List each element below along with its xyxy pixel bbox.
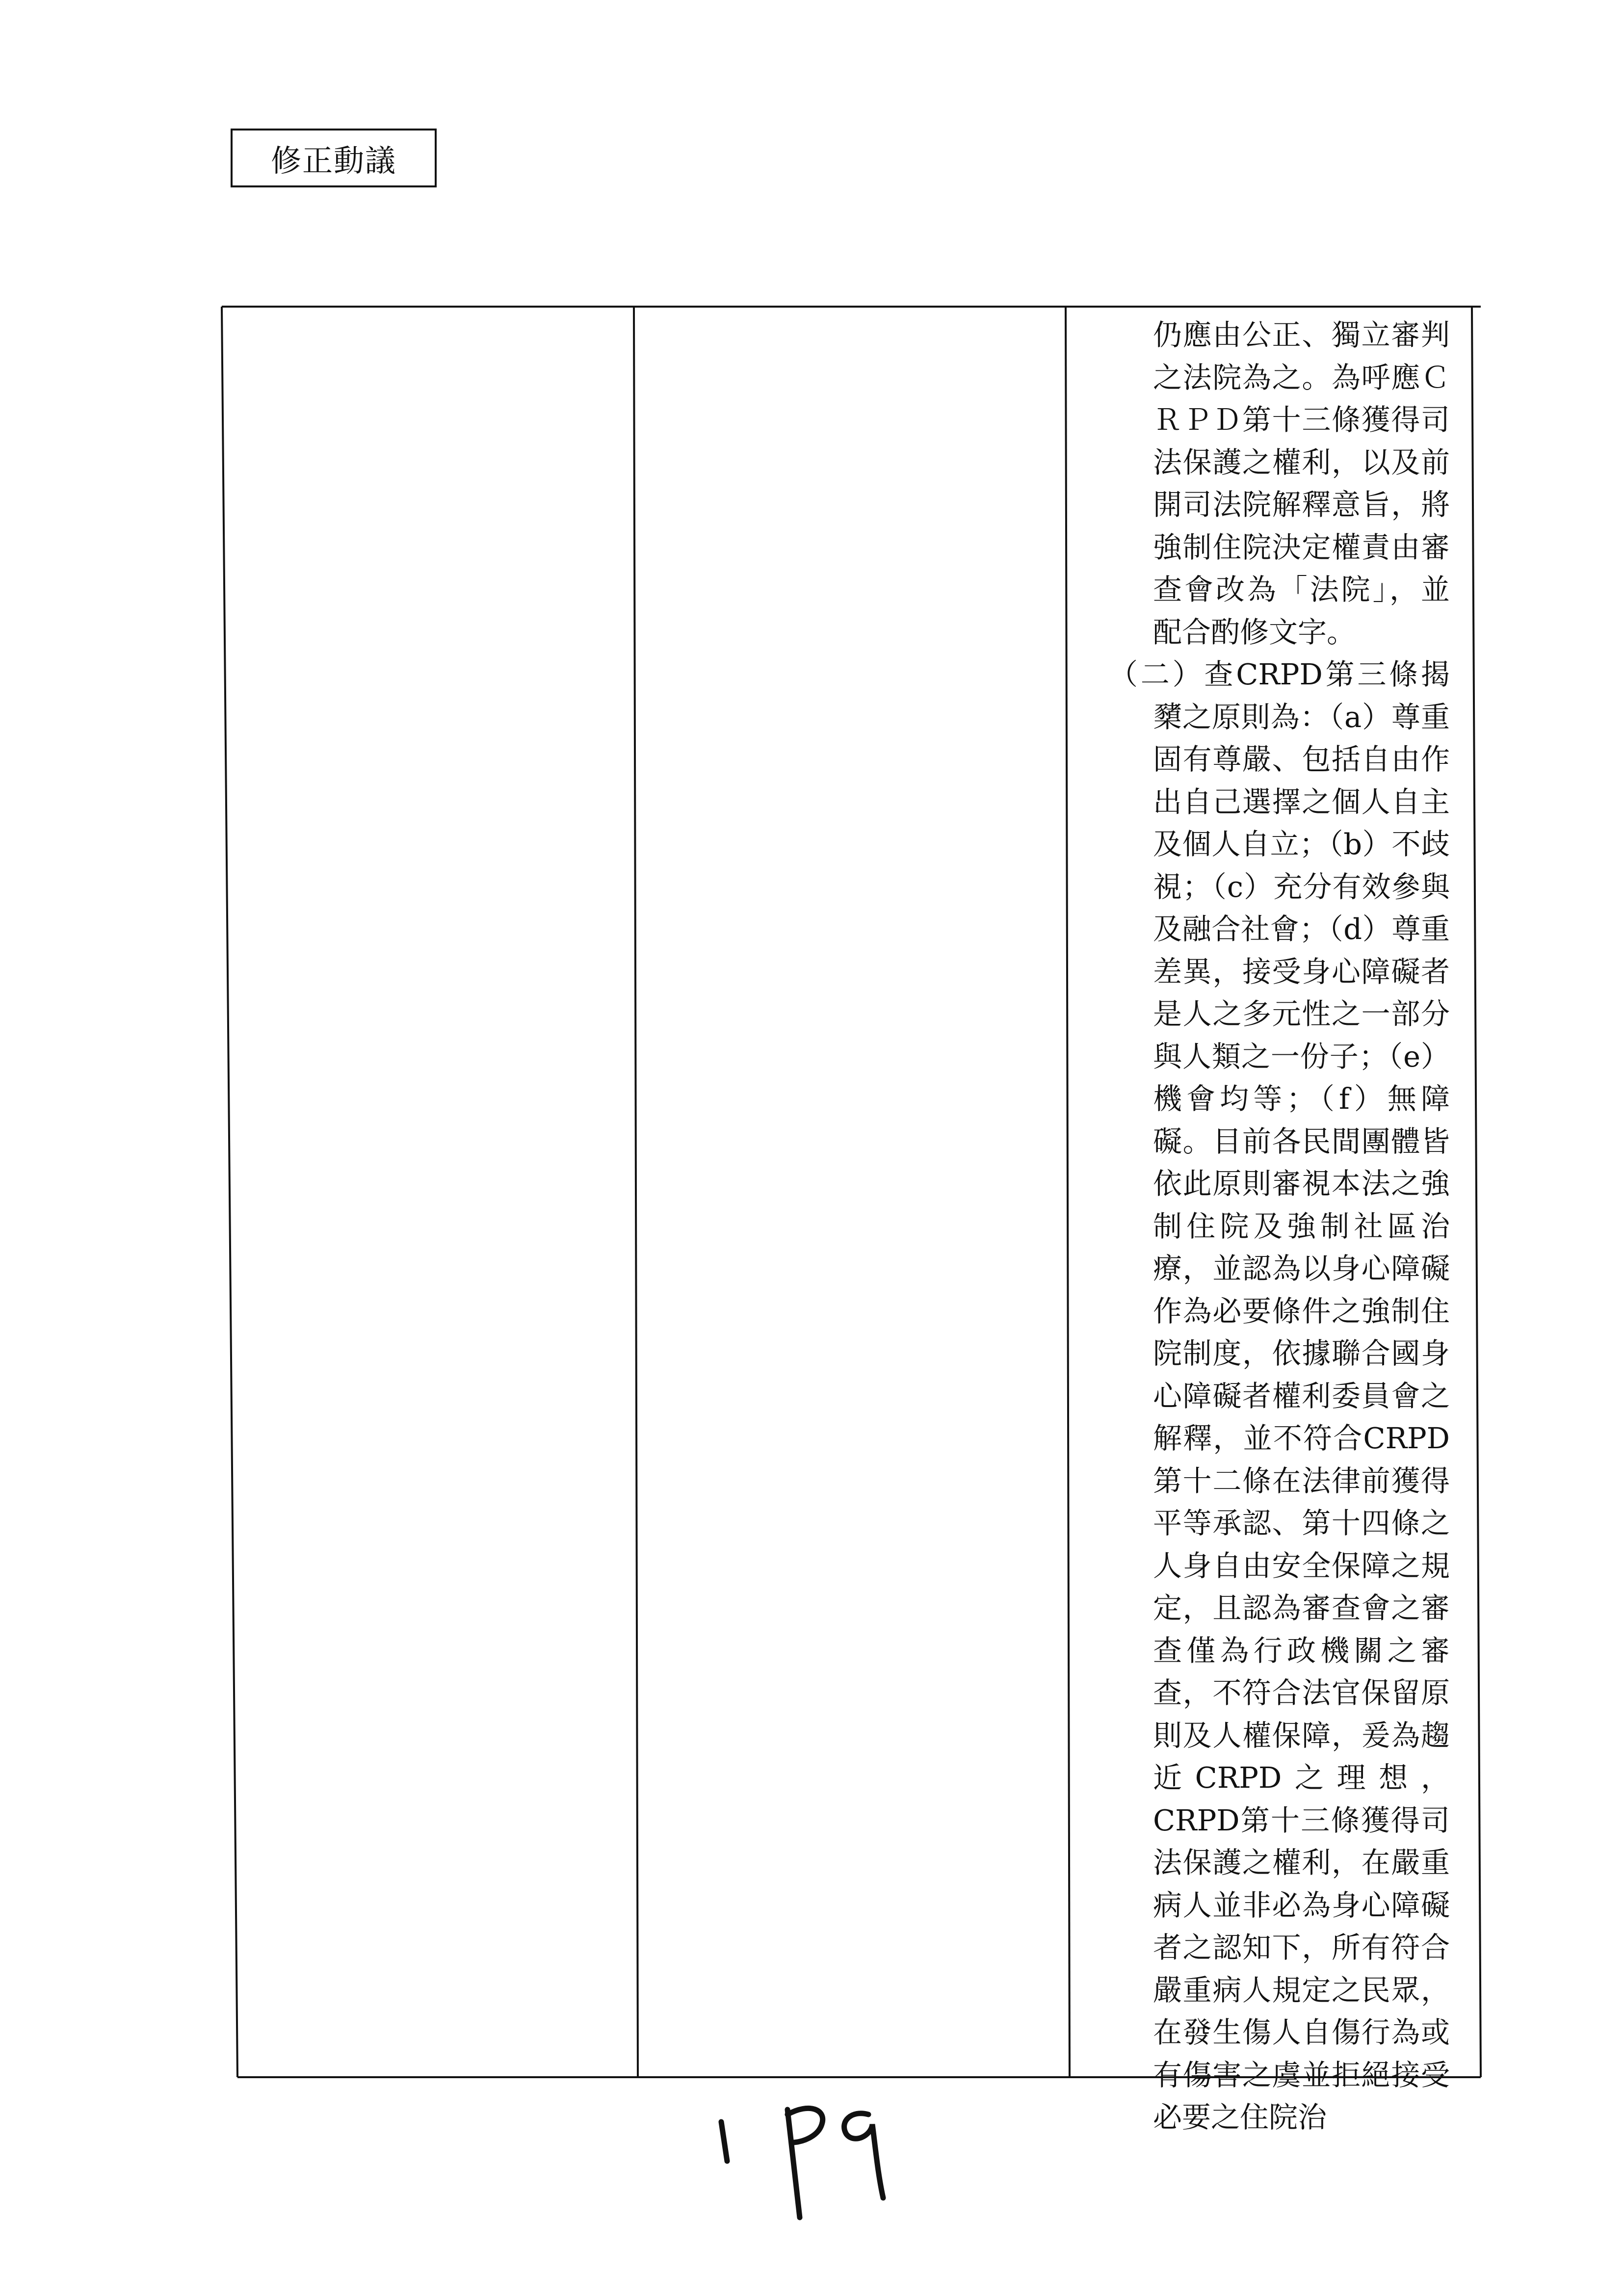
motion-label-box xyxy=(231,129,437,187)
item-2-text: 查CRPD第三條揭櫫之原則為：（a）尊重固有尊嚴、包括自由作出自己選擇之個人自主及個人自立；（b）不歧視；（c）充分有效參與及融合社會；（d）尊重差異，接受身心障礙者是人之多元性之一部分與人類之一份子；（e）機會均等；（f）無障礙。目前各民間團體皆依此原則審視本法之強制住院及強制社區治療，並認為以身心障礙作為必要條件之強制住院制度，依據聯合國身心障礙者權利委員會之解釋，並不符合CRPD第十二條在法律前獲得平等承認、第十四條之人身自由安全保障之規定，且認為審查會之審查僅為行政機關之審查，不符合法官保留原則及人權保障，爰為趨近CRPD之理想，CRPD第十三條獲得司法保護之權利，在嚴重病人並非必為身心障礙者之認知下，所有符合嚴重病人規定之民眾，在發生傷人自傷行為或有傷害之虞並拒絕接受必要之住院治 xyxy=(1153,657,1450,2134)
item-2-marker: （二） xyxy=(1109,657,1205,691)
table-column-1 xyxy=(221,306,633,2078)
handwritten-page-number xyxy=(707,2087,913,2225)
motion-label: 修正動議 xyxy=(270,142,396,179)
explanation-paragraph-1: 仍應由公正、獨立審判之法院為之。為呼應ＣＲＰＤ第十三條獲得司法保護之權利，以及前開司法院解釋意旨，將強制住院決定權責由審查會改為「法院」，並配合酌修文字。 xyxy=(1153,318,1450,649)
explanation-item-2 xyxy=(1109,653,1450,2139)
table-column-2 xyxy=(633,306,1065,2078)
explanation-text xyxy=(1109,314,1450,2139)
